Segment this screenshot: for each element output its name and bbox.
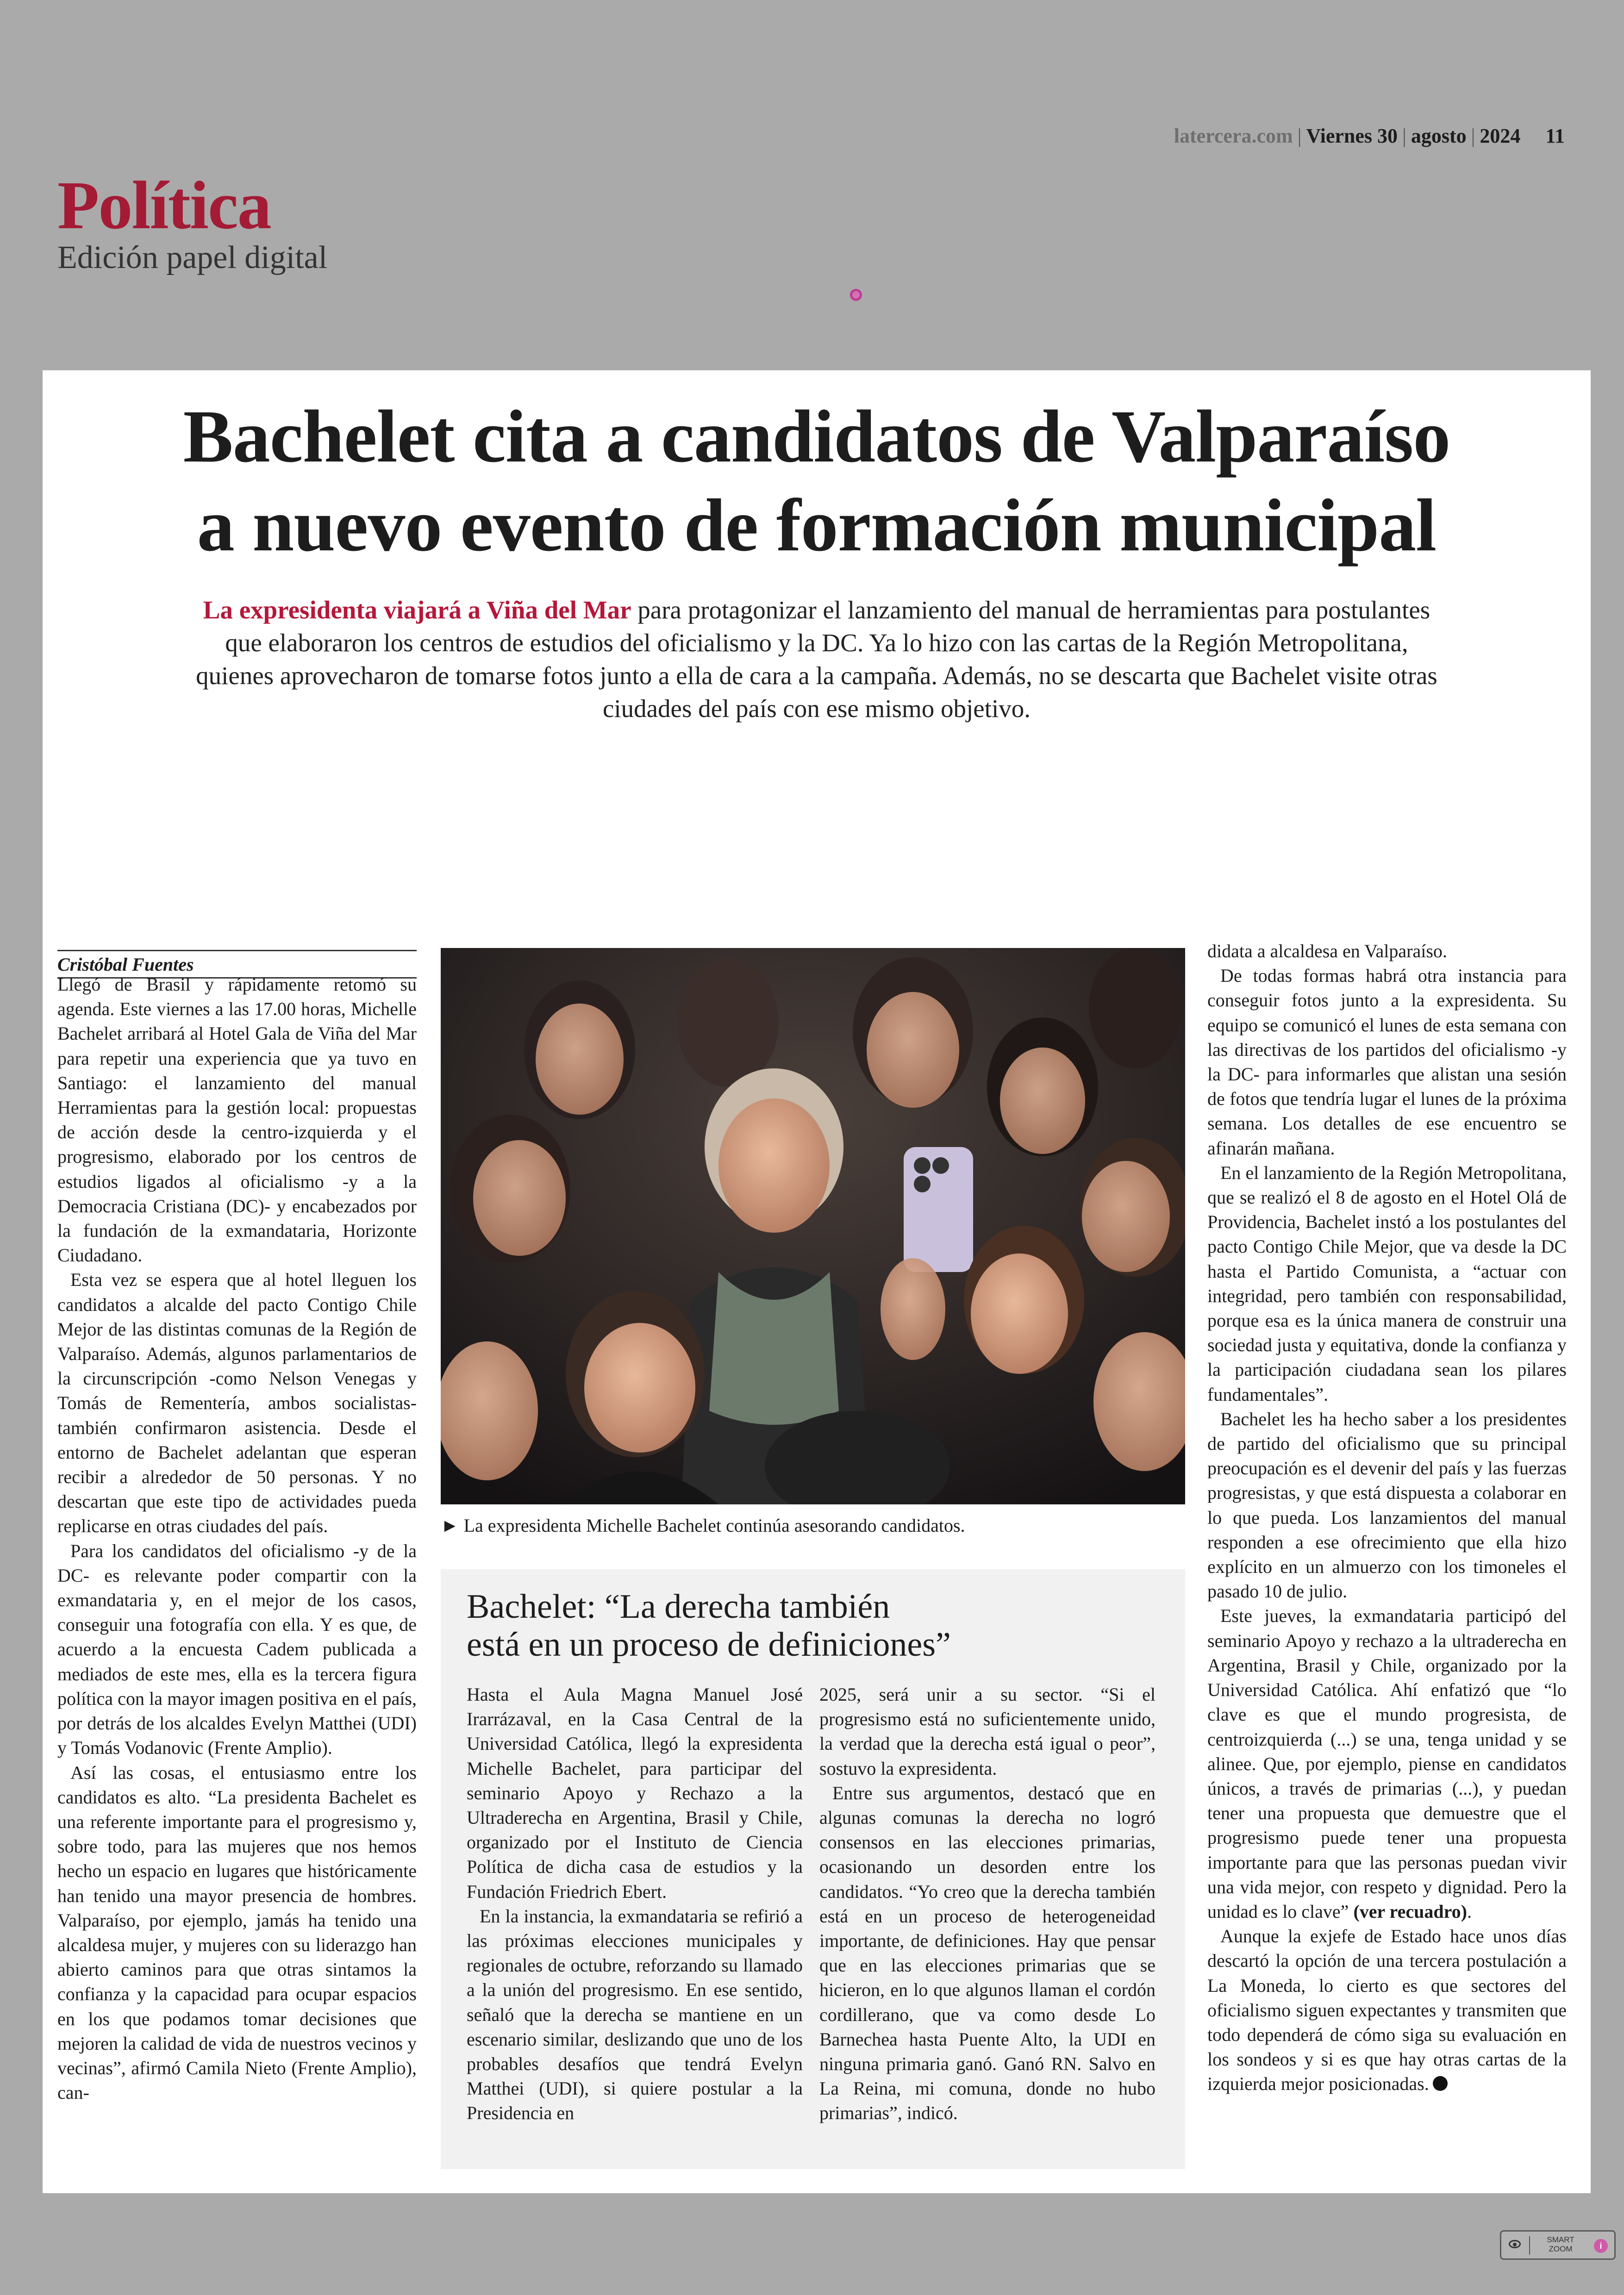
separator: | [1402,125,1406,147]
paragraph: Llegó de Brasil y rápidamente retomó su agenda. Este viernes a las 17.00 horas, Michelle Bachelet arribará al Hotel Gala de Viña del Mar para repetir una experiencia que ya tuvo en Santiago: el lanzamiento del manual Herramientas para la gestión local: propuestas de acción desde la centro-izquierda y el progresismo, elaborado por los centros de estudios ligados al oficialismo -y a la Democracia Cristiana (DC)- y encabezados por la fundación de la exmandataria, Horizonte Ciudadano. [57,974,417,1266]
lead-text: para protagonizar el lanzamiento del manual de herramientas para postulantes que elaboraron los centros de estudios del oficialismo y la DC. Ya lo hizo con las cartas de la Región Metropolitana, quienes aprovecharon de tomarse fotos junto a ella de cara a la campaña. Además, no se descarta que Bachelet visite otras ciudades del país con ese mismo objetivo. [196,596,1437,723]
article-headline [43,393,1591,570]
paragraph: Este jueves, la exmandataria participó del seminario Apoyo y rechazo a la ultraderecha en Argentina, Brasil y Chile, organizado por la Universidad Católica. Ahí enfatizó que “lo clave es que el mundo progresista, de centroizquierda (...) se una, tenga unidad y se alinee. Que, por ejemplo, piense en candidatos únicos, a través de primarias (...), y puedan tener una propuesta que demuestre que el progresismo puede tener una propuesta importante para que las personas puedan vivir una vida mejor, con respeto y dignidad. Pero la unidad es lo clave” (ver recuadro). [1207,1605,1567,1922]
paragraph: En la instancia, la exmandataria se refirió a las próximas elecciones municipales y regionales de octubre, reforzando su llamado a la unión del progresismo. En ese sentido, señaló que la derecha se mantiene en un escenario similar, deslizando que uno de los probables desafíos que tendrá Evelyn Matthei (UDI), si quiere postular a la Presidencia en [467,1905,803,2124]
paragraph: En el lanzamiento de la Región Metropolitana, que se realizó el 8 de agosto en el Hotel Olá de Providencia, Bachelet instó a los postulantes del pacto Contigo Chile Mejor, que va desde la DC hasta el Partido Comunista, a “actuar con integridad, pero también con responsabilidad, porque esa es la única manera de construir una sociedad justa y equitativa, donde la confianza y la participación ciudadana sean los pilares fundamentales”. [1207,1162,1567,1405]
paragraph-text: Aunque la exjefe de Estado hace unos días descartó la opción de una tercera postulación a La Moneda, lo cierto es que sectores del oficialismo siguen expectantes y transmiten que todo dependerá de cómo siga su evaluación en los sondeos y si es que hay otras cartas de la izquierda mejor posicionadas. [1207,1926,1567,2095]
see-box-link[interactable]: (ver recuadro) [1353,1901,1467,1922]
caption-marker-icon: ► [441,1515,459,1536]
divider [1529,2236,1530,2255]
article-photo [441,948,1185,1504]
annotation-dot-icon[interactable] [850,289,862,301]
sidebar-column-2 [819,1682,1156,2126]
article-lead [195,593,1438,725]
paragraph [1207,1924,1567,2096]
headline-line-2: a nuevo evento de formación municipal [197,484,1437,567]
site-name: latercera.com [1174,125,1293,147]
end-mark-icon [1433,2076,1448,2091]
smart-zoom-button[interactable] [1500,2230,1616,2260]
headline-line-1: Bachelet cita a candidatos de Valparaíso [183,395,1450,478]
photo-caption [441,1515,1185,1537]
paragraph-text: Este jueves, la exmandataria participó del seminario Apoyo y rechazo a la ultraderecha en Argentina, Brasil y Chile, organizado por la Universidad Católica. Ahí enfatizó que “lo clave es que el mundo progresista, de centroizquierda (...) se una, tenga unidad y se alinee. Que, por ejemplo, piense en candidatos únicos, a través de primarias (...), y puedan tener una propuesta que demuestre que el progresismo puede tener una propuesta importante para que las personas puedan vivir una vida mejor, con respeto y dignidad. Pero la unidad es lo clave” [1207,1605,1567,1922]
date-day: Viernes 30 [1306,125,1398,147]
smart-zoom-line-2: ZOOM [1549,2245,1573,2253]
page-number: 11 [1545,125,1565,147]
article-column-3 [1207,939,1567,2096]
paragraph: Entre sus argumentos, destacó que en algunas comunas la derecha no logró consensos en las elecciones primarias, ocasionando un desorden entre los candidatos. “Yo creo que la derecha también está en un proceso de heterogeneidad importante, de definiciones. Hay que pensar que en las elecciones primarias que se hicieron, en lo que algunos llaman el cordón cordillerano, que va como desde Lo Barnechea hasta Puente Alto, la UDI en ninguna primaria ganó. Ganó RN. Salvo en La Reina, mi comuna, donde no hubo primarias”, indicó. [819,1782,1156,2124]
separator: | [1471,125,1475,147]
info-badge-icon: i [1594,2239,1608,2253]
paragraph: Hasta el Aula Magna Manuel José Irarrázaval, en la Casa Central de la Universidad Católica, llegó la expresidenta Michelle Bachelet, para participar del seminario Apoyo y Rechazo a la Ultraderecha en Argentina, Brasil y Chile, organizado por el Instituto de Ciencia Política de dicha casa de estudios y la Fundación Friedrich Ebert. [467,1684,803,1902]
paragraph: Bachelet les ha hecho saber a los presidentes de partido del oficialismo que su principal preocupación es el devenir del país y las fuerzas progresistas, y que está dispuesta a colaborar en lo que pueda. Los lanzamientos del manual responden a ese ofrecimiento que ella hizo explícito en un almuerzo con los timoneles el pasado 10 de julio. [1207,1408,1567,1602]
sidebar-column-1 [467,1682,803,2126]
article-page [43,370,1591,2193]
smart-zoom-label [1537,2235,1584,2254]
photo-illustration [441,948,1185,1504]
lead-highlight: La expresidenta viajará a Viña del Mar [203,596,631,624]
masthead-info [1174,124,1565,148]
sidebar-title-line-1: Bachelet: “La derecha también [467,1588,890,1626]
byline: Cristóbal Fuentes [57,950,417,979]
paragraph: 2025, será unir a su sector. “Si el progresismo está no suficientemente unido, la verdad que la derecha está igual o peor”, sostuvo la expresidenta. [819,1684,1156,1779]
paragraph: Esta vez se espera que al hotel lleguen los candidatos a alcalde del pacto Contigo Chile Mejor de las distintas comunas de la Región de Valparaíso. Además, algunos parlamentarios de la circunscripción -como Nelson Venegas y Tomás de Rementería, ambos socialistas- también confirmaron asistencia. Desde el entorno de Bachelet adelantan que esperan recibir a alrededor de 50 personas. Y no descartan que este tipo de actividades pueda replicarse en otras ciudades del país. [57,1269,417,1537]
sidebar-title [467,1588,1161,1664]
article-column-1 [57,972,417,2105]
eye-icon [1509,2240,1521,2248]
smart-zoom-line-1: SMART [1547,2235,1574,2244]
section-subtitle: Edición papel digital [57,240,328,275]
paragraph: Para los candidatos del oficialismo -y de la DC- es relevante poder compartir con la exmandataria y, en el mejor de los casos, conseguir una fotografía con ella. Y es que, de acuerdo a la encuesta Cadem publicada a mediados de este mes, ella es la tercera figura política con la mayor imagen positiva en el país, por detrás de los alcaldes Evelyn Matthei (UDI) y Tomás Vodanovic (Frente Amplio). [57,1540,417,1759]
separator: | [1297,125,1302,147]
paragraph: Así las cosas, el entusiasmo entre los candidatos es alto. “La presidenta Bachelet es una referente importante para el progresismo y, sobre todo, para las mujeres que nos hemos hecho un espacio en lugares que históricamente han tenido una mayor presencia de hombres. Valparaíso, por ejemplo, jamás ha tenido una alcaldesa mujer, y mujeres con su liderazgo han abierto caminos para que otras sintamos la confianza y la capacidad para ocupar espacios en los que podamos tomar decisiones que mejoren la calidad de vida de nuestros vecinos y vecinas”, afirmó Camila Nieto (Frente Amplio), can- [57,1762,417,2103]
date-month: agosto [1411,125,1467,147]
sidebar-title-line-2: está en un proceso de definiciones” [467,1626,951,1664]
caption-text: La expresidenta Michelle Bachelet continúa asesorando candidatos. [463,1515,965,1536]
date-year: 2024 [1480,125,1521,147]
paragraph: didata a alcaldesa en Valparaíso. [1207,941,1447,961]
sidebar-box [441,1569,1185,2169]
section-title: Política [57,168,271,243]
paragraph: De todas formas habrá otra instancia para conseguir fotos junto a la expresidenta. Su equipo se comunicó el lunes de esta semana con las directivas de los partidos del oficialismo -y la DC- para informarles que alistan una sesión de fotos que tendría lugar el lunes de la próxima semana. Los detalles de ese encuentro se afinarán mañana. [1207,965,1567,1159]
